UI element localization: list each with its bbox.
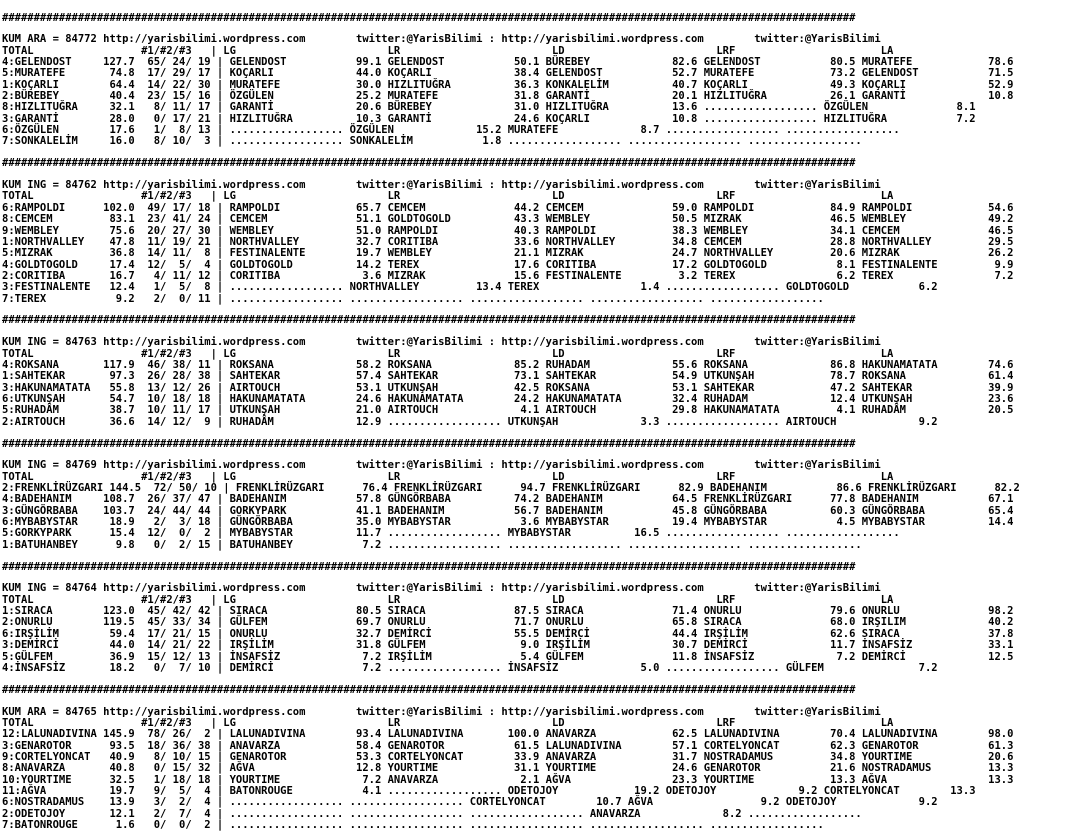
table-row: 4:BADEHANIM 108.7 26/ 37/ 47 | BADEHANIM 57.8 GÜNGÖRBABA 74.2 BADEHANIM 64.5 FRENKLİRÜZGARI 77.8 BADEHANIM 67.1 [2,494,1077,505]
table-row: 6:RAMPOLDI 102.0 49/ 17/ 18 | RAMPOLDI 65.7 CEMCEM 44.2 CEMCEM 59.0 RAMPOLDI 84.9 RAMPOLDI 54.6 [2,203,1077,214]
table-row: 5:MURATEFE 74.8 17/ 29/ 17 | KOÇARLI 44.0 KOÇARLI 38.4 GELENDOST 52.7 MURATEFE 73.2 GELENDOST 71.5 [2,68,1077,79]
table-row: 6:IRŞİLİM 59.4 17/ 21/ 15 | ONURLU 32.7 DEMİRCİ 55.5 DEMİRCİ 44.4 IRŞİLİM 62.6 SIRACA 37.8 [2,629,1077,640]
section-separator: ####################################################################################################################################### [2,685,1077,696]
table-row: 4:GELENDOST 127.7 65/ 24/ 19 | GELENDOST 99.1 GELENDOST 50.1 BÜREBEY 82.6 GELENDOST 80.5 MURATEFE 78.6 [2,57,1077,68]
column-headers: TOTAL #1/#2/#3 | LG LR LD LRF LA [2,718,1077,729]
column-headers: TOTAL #1/#2/#3 | LG LR LD LRF LA [2,46,1077,57]
table-row: 1:BATUHANBEY 9.8 0/ 2/ 15 | BATUHANBEY 7.2 .................. .................. .................. .................. [2,540,1077,551]
table-row: 4:ROKSANA 117.9 46/ 38/ 11 | ROKSANA 58.2 ROKSANA 85.2 RUHADAM 55.6 ROKSANA 86.8 HAKUNAMATATA 74.6 [2,360,1077,371]
column-headers: TOTAL #1/#2/#3 | LG LR LD LRF LA [2,349,1077,360]
table-row: 3:GARANTİ 28.0 0/ 17/ 21 | HIZLITUĞRA 10.3 GARANTİ 24.6 KOÇARLI 10.8 .................. HIZLITUĞRA 7.2 [2,114,1077,125]
column-headers: TOTAL #1/#2/#3 | LG LR LD LRF LA [2,595,1077,606]
table-row: 3:HAKUNAMATATA 55.8 13/ 12/ 26 | AIRTOUCH 53.1 UTKUNŞAH 42.5 ROKSANA 53.1 SAHTEKAR 47.2 SAHTEKAR 39.9 [2,383,1077,394]
table-row: 6:MYBABYSTAR 18.9 2/ 3/ 18 | GÜNGÖRBABA 35.0 MYBABYSTAR 3.6 MYBABYSTAR 19.4 MYBABYSTAR 4.5 MYBABYSTAR 14.4 [2,517,1077,528]
race-header: KUM ING = 84762 http://yarisbilimi.wordpress.com twitter:@YarisBilimi : http://yarisbilimi.wordpress.com twitter:@YarisBilimi [2,180,1077,191]
table-row: 6:NOSTRADAMUS 13.9 3/ 2/ 4 | .................. .................. CORTELYONCAT 10.7 AĞVA 9.2 ODETOJOY 9.2 [2,797,1077,808]
table-row: 1:SAHTEKAR 97.3 26/ 28/ 38 | SAHTEKAR 57.4 SAHTEKAR 73.1 SAHTEKAR 54.9 UTKUNŞAH 78.7 ROKSANA 61.4 [2,371,1077,382]
table-row: 4:GOLDTOGOLD 17.4 12/ 5/ 4 | GOLDTOGOLD 14.2 TEREX 17.6 CORITIBA 17.2 GOLDTOGOLD 8.1 FESTINALENTE 9.9 [2,260,1077,271]
table-row: 6:UTKUNŞAH 54.7 10/ 18/ 18 | HAKUNAMATATA 24.6 HAKUNAMATATA 24.2 HAKUNAMATATA 32.4 RUHADAM 12.4 UTKUNŞAH 23.6 [2,394,1077,405]
table-row: 12:LALUNADIVINA 145.9 78/ 26/ 2 | LALUNADIVINA 93.4 LALUNADIVINA 100.0 ANAVARZA 62.5 LALUNADIVINA 70.4 LALUNADIVINA 98.0 [2,729,1077,740]
race-header: KUM ING = 84764 http://yarisbilimi.wordpress.com twitter:@YarisBilimi : http://yarisbilimi.wordpress.com twitter:@YarisBilimi [2,583,1077,594]
table-row: 2:ONURLU 119.5 45/ 33/ 34 | GÜLFEM 69.7 ONURLU 71.7 ONURLU 65.8 SIRACA 68.0 IRŞILIM 40.2 [2,617,1077,628]
section-separator: ####################################################################################################################################### [2,158,1077,169]
section-separator: ####################################################################################################################################### [2,439,1077,450]
table-row: 1:SIRACA 123.0 45/ 42/ 42 | SIRACA 80.5 SIRACA 87.5 SIRACA 71.4 ONURLU 79.6 ONURLU 98.2 [2,606,1077,617]
race-header: KUM ING = 84763 http://yarisbilimi.wordpress.com twitter:@YarisBilimi : http://yarisbilimi.wordpress.com twitter:@YarisBilimi [2,337,1077,348]
table-row: 6:ÖZGÜLEN 17.6 1/ 8/ 13 | .................. ÖZGÜLEN 15.2 MURATEFE 8.7 .................. .................. [2,125,1077,136]
table-row: 11:AĞVA 19.7 9/ 5/ 4 | BATONROUGE 4.1 .................. ODETOJOY 19.2 ODETOJOY 9.2 CORTELYONCAT 13.3 [2,786,1077,797]
table-row: 9:WEMBLEY 75.6 20/ 27/ 30 | WEMBLEY 51.0 RAMPOLDI 40.3 RAMPOLDI 38.3 WEMBLEY 34.1 CEMCEM 46.5 [2,226,1077,237]
table-row: 5:GÜLFEM 36.9 15/ 12/ 13 | İNSAFSİZ 7.2 IRŞİLİM 5.4 GÜLFEM 11.8 İNSAFSİZ 7.2 DEMİRCİ 12.5 [2,652,1077,663]
table-row: 2:BÜREBEY 40.4 23/ 15/ 16 | ÖZGÜLEN 25.2 MURATEFE 31.8 GARANTİ 20.1 HIZLITUĞRA 26.1 GARANTİ 10.8 [2,91,1077,102]
table-row: 2:CORITIBA 16.7 4/ 11/ 12 | CORITIBA 3.6 MIZRAK 15.6 FESTINALENTE 3.2 TEREX 6.2 TEREX 7.2 [2,271,1077,282]
race-header: KUM ING = 84769 http://yarisbilimi.wordpress.com twitter:@YarisBilimi : http://yarisbilimi.wordpress.com twitter:@YarisBilimi [2,460,1077,471]
table-row: 10:YOURTIME 32.5 1/ 18/ 18 | YOURTIME 7.2 ANAVARZA 2.1 AĞVA 23.3 YOURTIME 13.3 AĞVA 13.3 [2,775,1077,786]
table-row: 4:İNSAFSİZ 18.2 0/ 7/ 10 | DEMİRCİ 7.2 .................. İNSAFSİZ 5.0 .................. GÜLFEM 7.2 [2,663,1077,674]
table-row: 3:DEMİRCİ 44.0 14/ 21/ 22 | IRŞİLİM 31.8 GÜLFEM 9.0 IRŞİLİM 30.7 DEMİRCİ 11.7 İNSAFSİZ 33.1 [2,640,1077,651]
column-headers: TOTAL #1/#2/#3 | LG LR LD LRF LA [2,472,1077,483]
table-row: 2:ODETOJOY 12.1 2/ 7/ 4 | .................. .................. .................. ANAVARZA 8.2 .................. [2,809,1077,820]
table-row: 8:ANAVARZA 40.8 0/ 15/ 32 | AĞVA 12.8 YOURTIME 31.1 YOURTIME 24.6 GENAROTOR 21.6 NOSTRADAMUS 13.3 [2,763,1077,774]
section-separator: ####################################################################################################################################### [2,562,1077,573]
table-row: 8:CEMCEM 83.1 23/ 41/ 24 | CEMCEM 51.1 GOLDTOGOLD 43.3 WEMBLEY 50.5 MIZRAK 46.5 WEMBLEY 49.2 [2,214,1077,225]
table-row: 3:GÜNGÖRBABA 103.7 24/ 44/ 44 | GORKYPARK 41.1 BADEHANIM 56.7 BADEHANIM 45.8 GÜNGÖRBABA 60.3 GÜNGÖRBABA 65.4 [2,506,1077,517]
table-row: 5:GORKYPARK 15.4 12/ 0/ 2 | MYBABYSTAR 11.7 .................. MYBABYSTAR 16.5 .................. .................. [2,528,1077,539]
table-row: 7:SONKALELİM 16.0 8/ 10/ 3 | .................. SONKALELİM 1.8 .................. .................. .................. [2,136,1077,147]
report-content [2,13,1077,831]
table-row: 1:NORTHVALLEY 47.8 11/ 19/ 21 | NORTHVALLEY 32.7 CORITIBA 33.6 NORTHVALLEY 34.8 CEMCEM 28.8 NORTHVALLEY 29.5 [2,237,1077,248]
table-row: 1:KOÇARLI 64.4 14/ 22/ 30 | MURATEFE 30.0 HIZLITUĞRA 36.3 KONKALELİM 40.7 KOÇARLI 49.3 KOÇARLI 52.9 [2,80,1077,91]
section-separator: ####################################################################################################################################### [2,13,1077,24]
table-row: 7:BATONROUGE 1.6 0/ 0/ 2 | .................. .................. .................. .................. .................. [2,820,1077,831]
section-separator: ####################################################################################################################################### [2,315,1077,326]
table-row: 2:AIRTOUCH 36.6 14/ 12/ 9 | RUHADÂM 12.9 .................. UTKUNŞAH 3.3 .................. AIRTOUCH 9.2 [2,417,1077,428]
table-row: 7:TEREX 9.2 2/ 0/ 11 | .................. .................. .................. .................. .................. [2,294,1077,305]
table-row: 3:FESTINALENTE 12.4 1/ 5/ 8 | .................. NORTHVALLEY 13.4 TEREX 1.4 .................. GOLDTOGOLD 6.2 [2,282,1077,293]
table-row: 3:GENAROTOR 93.5 18/ 36/ 38 | ANAVARZA 58.4 GENAROTOR 61.5 LALUNADIVINA 57.1 CORTELYONCAT 62.3 GENAROTOR 61.3 [2,741,1077,752]
table-row: 2:FRENKLİRÜZGARI 144.5 72/ 50/ 10 | FRENKLİRÜZGARI 76.4 FRENKLİRÜZGARI 94.7 FRENKLİRÜZGARI 82.9 BADEHANIM 86.6 FRENKLİRÜZGARI 82.2 [2,483,1077,494]
race-header: KUM ARA = 84772 http://yarisbilimi.wordpress.com twitter:@YarisBilimi : http://yarisbilimi.wordpress.com twitter:@YarisBilimi [2,34,1077,45]
race-header: KUM ARA = 84765 http://yarisbilimi.wordpress.com twitter:@YarisBilimi : http://yarisbilimi.wordpress.com twitter:@YarisBilimi [2,707,1077,718]
table-row: 5:RUHADÂM 38.7 10/ 11/ 17 | UTKUNŞAH 21.0 AIRTOUCH 4.1 AIRTOUCH 29.8 HAKUNAMATATA 4.1 RUHADÂM 20.5 [2,405,1077,416]
table-row: 9:CORTELYONCAT 40.9 8/ 10/ 15 | GENAROTOR 53.3 CORTELYONCAT 33.9 ANAVARZA 31.7 NOSTRADAMUS 34.8 YOURTIME 20.6 [2,752,1077,763]
table-row: 5:MIZRAK 36.8 14/ 11/ 8 | FESTINALENTE 19.7 WEMBLEY 21.1 MIZRAK 24.7 NORTHVALLEY 20.6 MIZRAK 26.2 [2,248,1077,259]
table-row: 8:HIZLITUĞRA 32.1 8/ 11/ 17 | GARANTİ 20.6 BÜREBEY 31.0 HIZLITUĞRA 13.6 .................. ÖZGÜLEN 8.1 [2,102,1077,113]
column-headers: TOTAL #1/#2/#3 | LG LR LD LRF LA [2,191,1077,202]
